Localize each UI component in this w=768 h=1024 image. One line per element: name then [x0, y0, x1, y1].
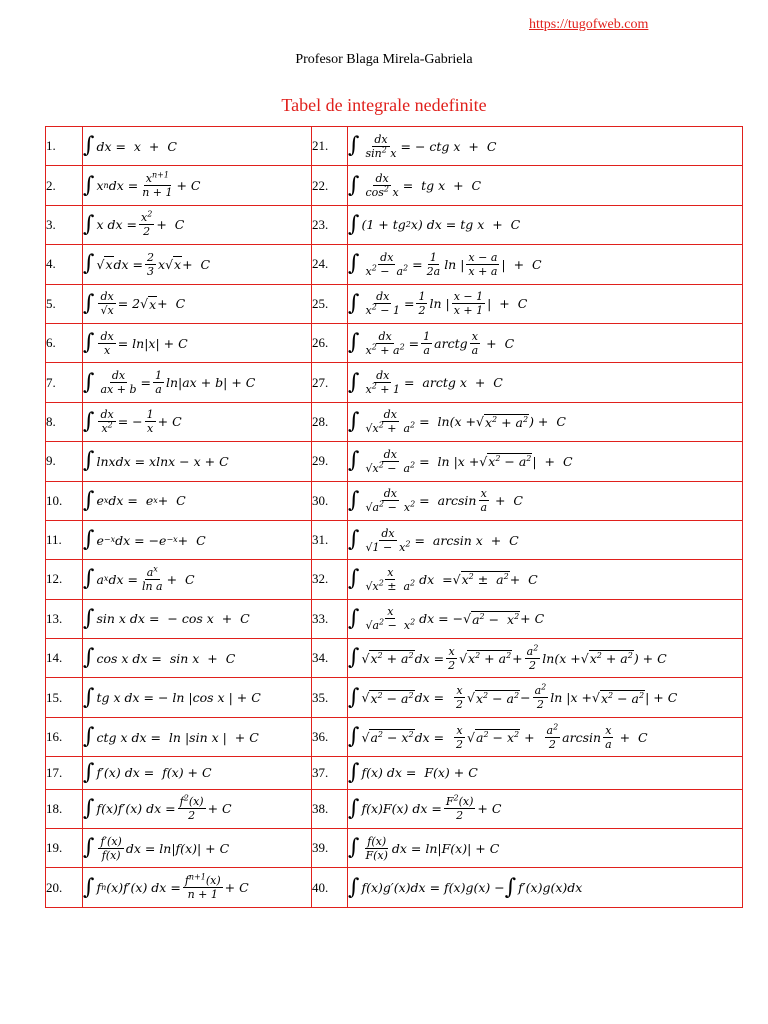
- formula-number: 13.: [46, 599, 83, 638]
- formula-number: 4.: [46, 245, 83, 284]
- formula-number: 12.: [46, 560, 83, 599]
- formula-number: 9.: [46, 442, 83, 481]
- table-row: [46, 639, 743, 678]
- formula: ∫ $\frac{dx}{x^2}$ = − $\frac{1}{x}$ + C: [83, 402, 312, 441]
- formula: ∫ $\frac{dx}{x}$ = ln|x| + C: [83, 323, 312, 362]
- table-row: [46, 402, 743, 441]
- formula-number: 6.: [46, 323, 83, 362]
- formula-number: 23.: [312, 205, 348, 244]
- formula: ∫ $\frac{dx}{x^2 - 1}$ = $\frac{1}{2}$ ln | $\frac{x - 1}{x + 1}$ | + C: [348, 284, 743, 323]
- formula: ∫ $\frac{x}{√x^2 \pm a^2}$ dx = √ $x^2 \pm a^2$ + C: [348, 560, 743, 599]
- formula-number: 21.: [312, 127, 348, 166]
- formula: ∫ √ $a^2 - x^2$ dx = $\frac{x}{2}$ √ $a^2 - x^2$ + $\frac{a^2}{2}$ arcsin $\frac{x}{a}$ + C: [348, 717, 743, 756]
- formula-number: 35.: [312, 678, 348, 717]
- formula-number: 11.: [46, 520, 83, 559]
- table-row: [46, 323, 743, 362]
- table-row: [46, 868, 743, 908]
- formula-number: 3.: [46, 205, 83, 244]
- formula-number: 24.: [312, 245, 348, 284]
- formula: ∫ f′(x) dx = f(x) + C: [83, 757, 312, 789]
- formula: ∫ √ x dx = $\frac{2}{3}$ x √ x + C: [83, 245, 312, 284]
- formula: ∫ $\frac{dx}{x^2 + a^2}$ = $\frac{1}{a}$ arctg $\frac{x}{a}$ + C: [348, 323, 743, 362]
- formula: ∫ cos x dx = sin x + C: [83, 639, 312, 678]
- formula-number: 27.: [312, 363, 348, 402]
- formula: ∫ $\frac{dx}{√x^2 - a^2}$ = ln |x + √ $x^2 - a^2$ | + C: [348, 442, 743, 481]
- formula-number: 17.: [46, 757, 83, 789]
- table-row: [46, 245, 743, 284]
- formula: ∫ $\frac{dx}{\cos^2 x}$ = tg x + C: [348, 166, 743, 205]
- integral-table: [45, 126, 743, 908]
- formula-number: 38.: [312, 789, 348, 828]
- formula: ∫ $\frac{dx}{x^2 - a^2}$ = $\frac{1}{2a}$ ln | $\frac{x - a}{x + a}$ | + C: [348, 245, 743, 284]
- table-row: [46, 599, 743, 638]
- table-row: [46, 363, 743, 402]
- table-row: [46, 520, 743, 559]
- table-row: [46, 560, 743, 599]
- formula-number: 1.: [46, 127, 83, 166]
- formula: ∫ dx = x + C: [83, 127, 312, 166]
- table-row: [46, 284, 743, 323]
- table-row: [46, 166, 743, 205]
- formula: ∫ $\frac{dx}{√x}$ = 2 √ x + C: [83, 284, 312, 323]
- table-row: [46, 442, 743, 481]
- formula: ∫ f(x)F(x) dx = $\frac{F^2(x)}{2}$ + C: [348, 789, 743, 828]
- formula: ∫ $\frac{dx}{√a^2 - x^2}$ = arcsin $\frac{x}{a}$ + C: [348, 481, 743, 520]
- formula: ∫ e x dx = e x + C: [83, 481, 312, 520]
- table-row: [46, 127, 743, 166]
- table-row: [46, 757, 743, 789]
- formula-number: 32.: [312, 560, 348, 599]
- formula: ∫ x dx = $\frac{x^2}{2}$ + C: [83, 205, 312, 244]
- formula: ∫ √ $x^2 - a^2$ dx = $\frac{x}{2}$ √ $x^2 - a^2$ − $\frac{a^2}{2}$ ln |x + √ $x^2 - a^2$ | + C: [348, 678, 743, 717]
- formula-number: 14.: [46, 639, 83, 678]
- formula: ∫ lnxdx = xlnx − x + C: [83, 442, 312, 481]
- formula: ∫ tg x dx = − ln |cos x | + C: [83, 678, 312, 717]
- formula: ∫ e −x dx = −e −x + C: [83, 520, 312, 559]
- formula: ∫ f(x) dx = F(x) + C: [348, 757, 743, 789]
- table-row: [46, 829, 743, 868]
- formula-number: 25.: [312, 284, 348, 323]
- formula-number: 7.: [46, 363, 83, 402]
- formula: ∫ f n (x)f′(x) dx = $\frac{f^{n+1}(x)}{n + 1}$ + C: [83, 868, 312, 908]
- formula: ∫ $\frac{dx}{√1 - x^2}$ = arcsin x + C: [348, 520, 743, 559]
- formula-number: 18.: [46, 789, 83, 828]
- formula: ∫ √ $x^2 + a^2$ dx = $\frac{x}{2}$ √ $x^2 + a^2$ + $\frac{a^2}{2}$ ln(x + √ $x^2 + a^2$ ) + C: [348, 639, 743, 678]
- formula-number: 15.: [46, 678, 83, 717]
- formula: ∫ x n dx = $\frac{x^{n+1}}{n + 1}$ + C: [83, 166, 312, 205]
- source-link[interactable]: https://tugofweb.com: [529, 17, 649, 32]
- formula-number: 28.: [312, 402, 348, 441]
- integral-table-body: [46, 127, 743, 908]
- formula-number: 20.: [46, 868, 83, 908]
- table-row: [46, 678, 743, 717]
- formula-number: 26.: [312, 323, 348, 362]
- table-row: [46, 205, 743, 244]
- formula-number: 8.: [46, 402, 83, 441]
- formula-number: 39.: [312, 829, 348, 868]
- formula-number: 19.: [46, 829, 83, 868]
- table-row: [46, 481, 743, 520]
- formula: ∫ $\frac{dx}{\sin^2 x}$ = − ctg x + C: [348, 127, 743, 166]
- formula: ∫ $\frac{dx}{ax + b}$ = $\frac{1}{a}$ ln|ax + b| + C: [83, 363, 312, 402]
- formula: ∫ sin x dx = − cos x + C: [83, 599, 312, 638]
- formula: ∫ a x dx = $\frac{a^x}{\text{ln a}}$ + C: [83, 560, 312, 599]
- formula: ∫ ctg x dx = ln |sin x | + C: [83, 717, 312, 756]
- formula-number: 31.: [312, 520, 348, 559]
- formula: ∫ $\frac{dx}{x^2 + 1}$ = arctg x + C: [348, 363, 743, 402]
- formula-number: 2.: [46, 166, 83, 205]
- formula-number: 5.: [46, 284, 83, 323]
- formula-number: 33.: [312, 599, 348, 638]
- formula: ∫ $\frac{f'(x)}{f(x)}$ dx = ln|f(x)| + C: [83, 829, 312, 868]
- formula: ∫ (1 + tg 2 x) dx = tg x + C: [348, 205, 743, 244]
- formula: ∫ f(x)g′(x)dx = f(x)g(x) − ∫ f′(x)g(x)dx: [348, 868, 743, 908]
- table-row: [46, 789, 743, 828]
- formula-number: 36.: [312, 717, 348, 756]
- formula-number: 10.: [46, 481, 83, 520]
- formula-number: 34.: [312, 639, 348, 678]
- formula-number: 40.: [312, 868, 348, 908]
- table-row: [46, 717, 743, 756]
- formula-number: 22.: [312, 166, 348, 205]
- formula-number: 16.: [46, 717, 83, 756]
- formula-number: 29.: [312, 442, 348, 481]
- formula-number: 30.: [312, 481, 348, 520]
- author-name: Profesor Blaga Mirela-Gabriela: [295, 52, 473, 67]
- formula: ∫ f(x)f′(x) dx = $\frac{f^2(x)}{2}$ + C: [83, 789, 312, 828]
- page-title: Tabel de integrale nedefinite: [281, 95, 487, 115]
- formula: ∫ $\frac{f(x)}{F(x)}$ dx = ln|F(x)| + C: [348, 829, 743, 868]
- formula-number: 37.: [312, 757, 348, 789]
- formula: ∫ $\frac{x}{√a^2 - x^2}$ dx = − √ $a^2 - x^2$ + C: [348, 599, 743, 638]
- formula: ∫ $\frac{dx}{√x^2 + a^2}$ = ln(x + √ $x^2 + a^2$ ) + C: [348, 402, 743, 441]
